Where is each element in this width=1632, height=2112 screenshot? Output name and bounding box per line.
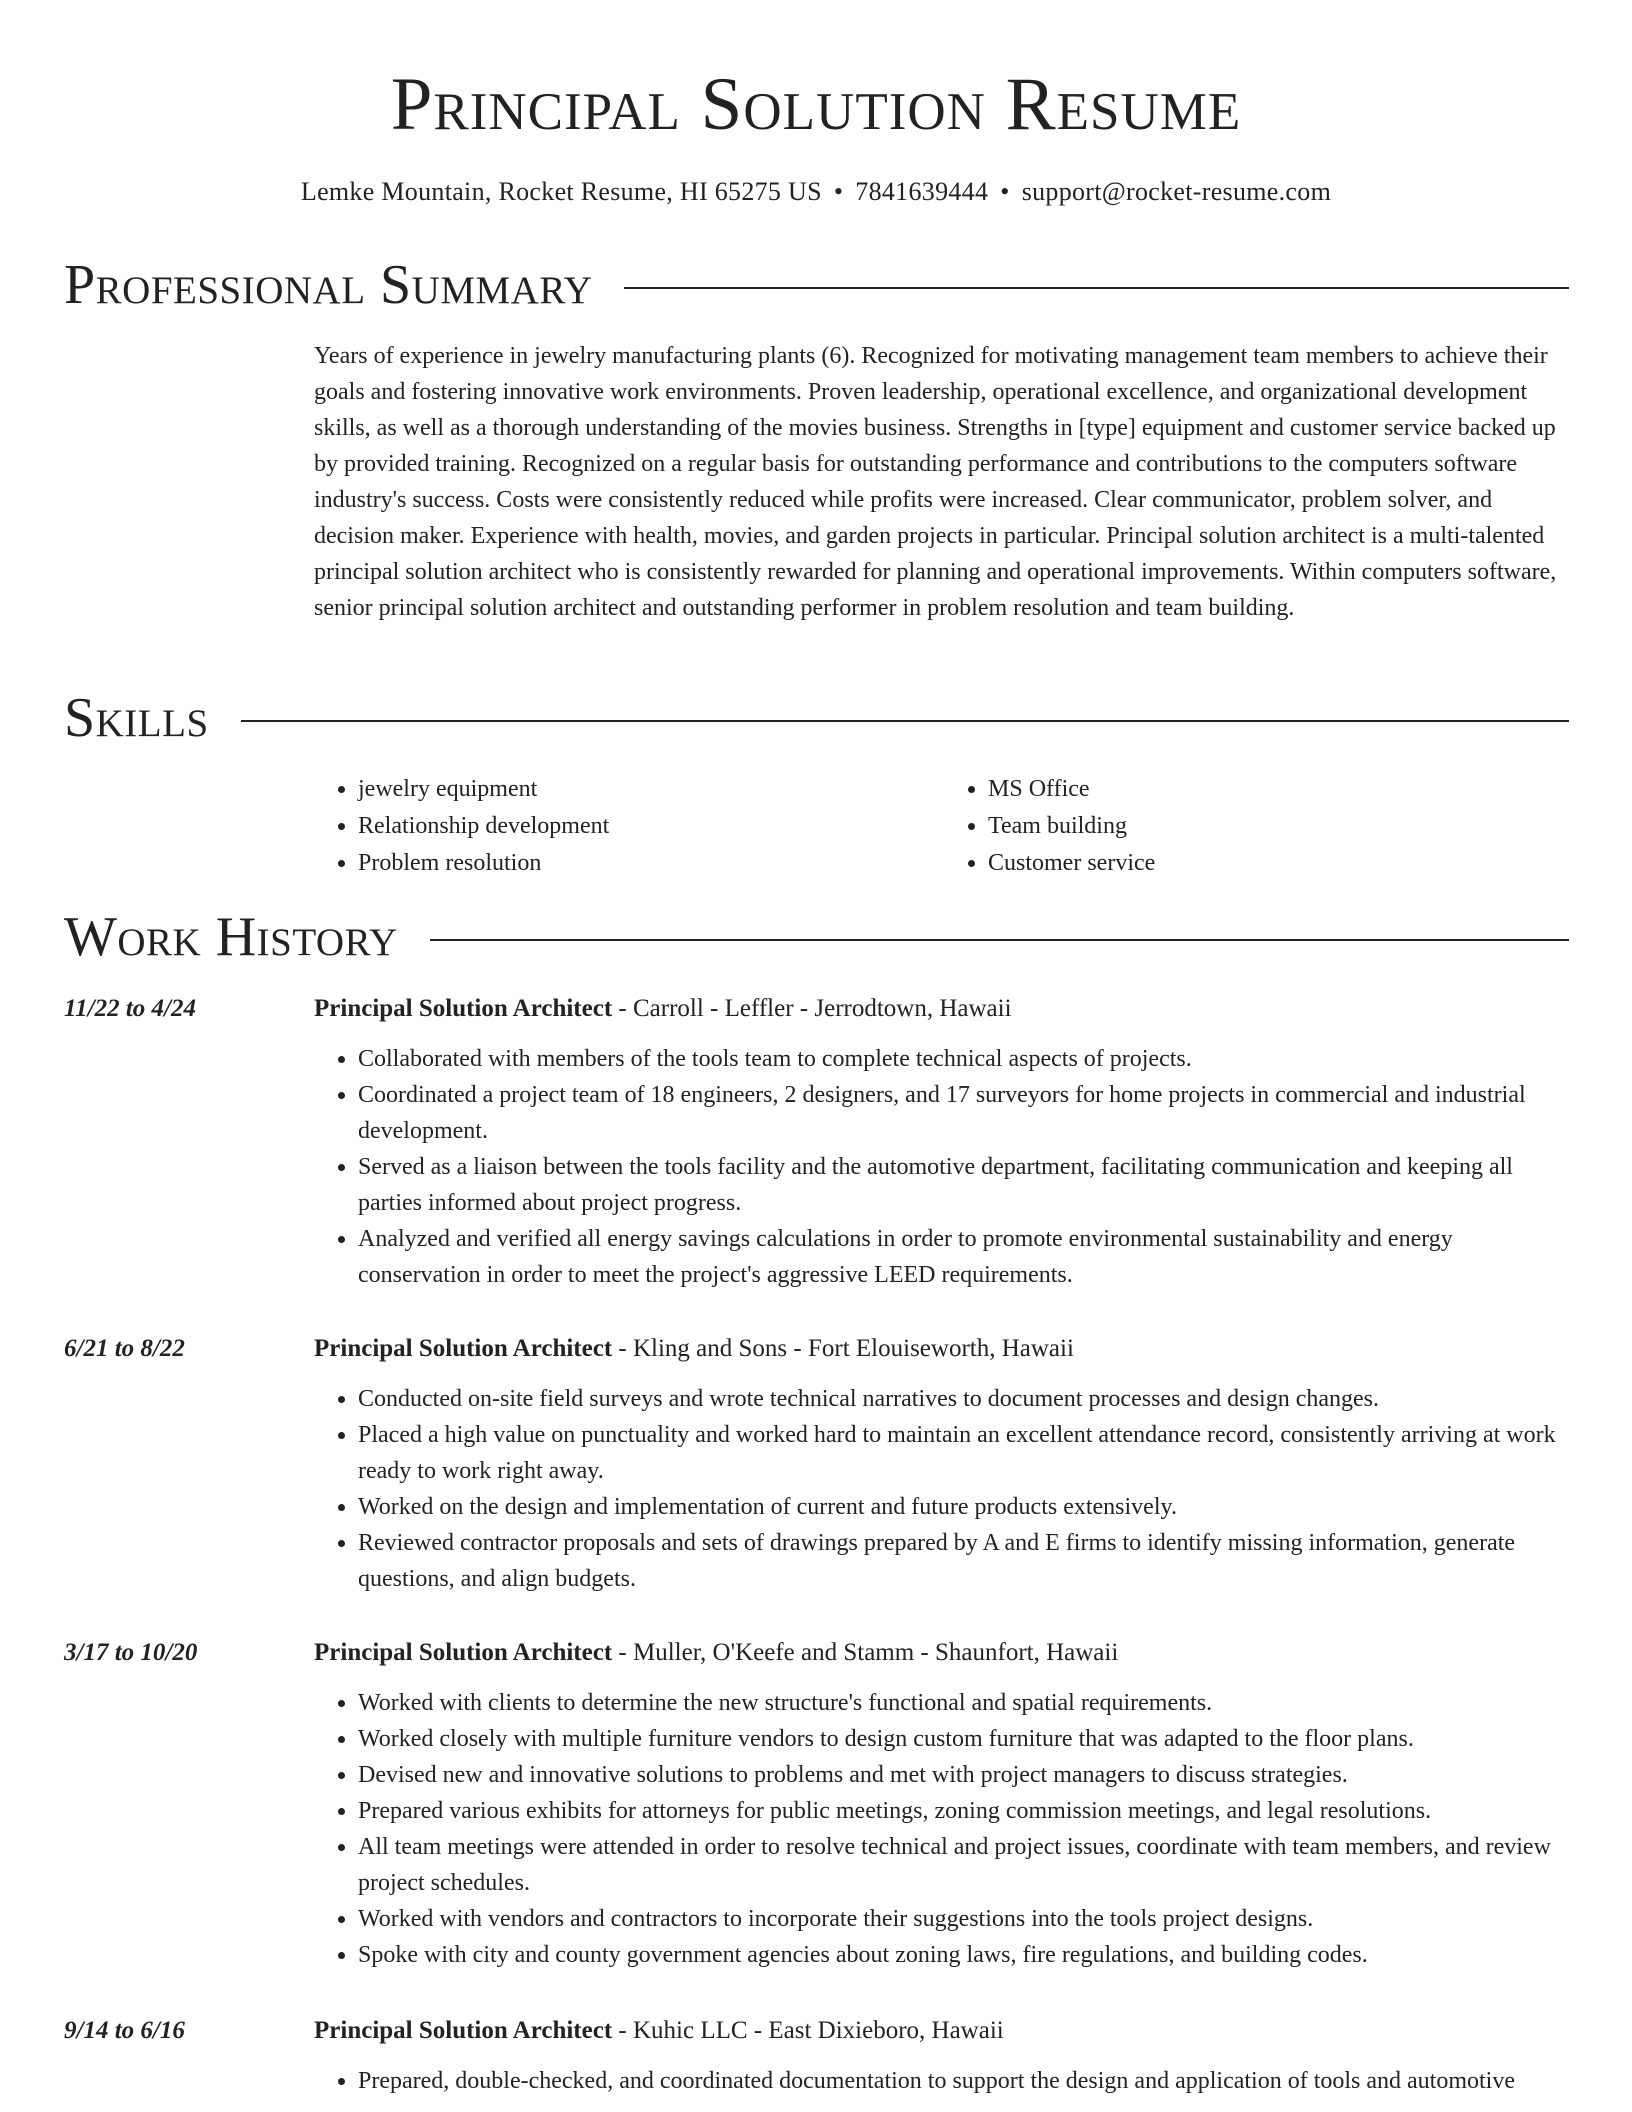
job-bullet: • Reviewed contractor proposals and sets of drawings prepared by A and E firms to identify missing information, generate questions, and align budgets.	[358, 1525, 1574, 1597]
job-dates: 3/17 to 10/20	[64, 1639, 198, 1666]
section-rule	[624, 287, 1569, 289]
skills-column-right	[944, 771, 1574, 882]
job-bullet: • Conducted on-site field surveys and wrote technical narratives to document processes and design changes.	[358, 1381, 1574, 1417]
skill-item: • MS Office	[988, 771, 1574, 808]
skills-heading	[64, 688, 1569, 748]
job-title: Principal Solution Architect	[314, 995, 613, 1022]
job-bullet: • Placed a high value on punctuality and worked hard to maintain an excellent attendance record, consistently arriving at work ready to work right away.	[358, 1417, 1574, 1489]
work-history-title: Work History	[64, 906, 398, 968]
job-bullet: • Worked on the design and implementation of current and future products extensively.	[358, 1489, 1574, 1525]
job-header	[64, 991, 1574, 1027]
job-title-line	[314, 2013, 1004, 2049]
job-bullets	[314, 2063, 1574, 2099]
job-company: - Carroll - Leffler - Jerrodtown, Hawaii	[612, 995, 1012, 1022]
job-title: Principal Solution Architect	[314, 1335, 613, 1362]
job-bullets	[314, 1381, 1574, 1597]
job-bullets	[314, 1041, 1574, 1293]
job-title: Principal Solution Architect	[314, 2017, 613, 2044]
job-bullet: • Worked closely with multiple furniture vendors to design custom furniture that was adapted to the floor plans.	[358, 1721, 1574, 1757]
skill-item: • Team building	[988, 808, 1574, 845]
job-title-line	[314, 1331, 1074, 1367]
skills-list	[314, 771, 1574, 882]
section-rule	[430, 939, 1569, 941]
work-history-section	[64, 907, 1569, 967]
skill-item: • jewelry equipment	[358, 771, 944, 808]
skill-item: • Problem resolution	[358, 845, 944, 882]
job-bullet: • Analyzed and verified all energy savings calculations in order to promote environmental sustainability and energy conservation in order to meet the project's aggressive LEED requirements.	[358, 1221, 1574, 1293]
job-header	[64, 2013, 1574, 2049]
email: support@rocket-resume.com	[1021, 177, 1332, 206]
job-bullet: • Prepared, double-checked, and coordinated documentation to support the design and application of tools and automotive	[358, 2063, 1574, 2099]
skills-column-left	[314, 771, 944, 882]
job-company: - Muller, O'Keefe and Stamm - Shaunfort, Hawaii	[612, 1639, 1119, 1666]
contact-line	[0, 175, 1632, 209]
job-bullets	[314, 1685, 1574, 1973]
skill-item: • Customer service	[988, 845, 1574, 882]
job-header	[64, 1635, 1574, 1671]
address: Lemke Mountain, Rocket Resume, HI 65275 US	[300, 177, 822, 206]
skills-section	[64, 688, 1569, 748]
job-bullet: • Served as a liaison between the tools facility and the automotive department, facilitating communication and keeping all parties informed about project progress.	[358, 1149, 1574, 1221]
separator-2: •	[1000, 177, 1010, 206]
job-entry	[64, 991, 1574, 1293]
work-history-heading	[64, 907, 1569, 967]
skill-item: • Relationship development	[358, 808, 944, 845]
job-title-line	[314, 1635, 1118, 1671]
phone: 7841639444	[855, 177, 989, 206]
job-entry	[64, 1635, 1574, 1973]
job-dates: 6/21 to 8/22	[64, 1335, 185, 1362]
job-dates: 9/14 to 6/16	[64, 2017, 185, 2044]
summary-title: Professional Summary	[64, 254, 593, 316]
job-bullet: • Prepared various exhibits for attorneys for public meetings, zoning commission meetings, and legal resolutions.	[358, 1793, 1574, 1829]
job-dates: 11/22 to 4/24	[64, 995, 196, 1022]
job-entry	[64, 2013, 1574, 2099]
job-bullet: • Coordinated a project team of 18 engineers, 2 designers, and 17 surveyors for home projects in commercial and industrial development.	[358, 1077, 1574, 1149]
job-title: Principal Solution Architect	[314, 1639, 613, 1666]
summary-section	[64, 255, 1569, 315]
section-rule	[241, 720, 1569, 722]
job-company: - Kuhic LLC - East Dixieboro, Hawaii	[612, 2017, 1004, 2044]
job-bullet: • Worked with clients to determine the new structure's functional and spatial requirements.	[358, 1685, 1574, 1721]
job-entry	[64, 1331, 1574, 1597]
job-bullet: • Spoke with city and county government agencies about zoning laws, fire regulations, and building codes.	[358, 1937, 1574, 1973]
job-bullet: • All team meetings were attended in order to resolve technical and project issues, coordinate with team members, and review project schedules.	[358, 1829, 1574, 1901]
job-header	[64, 1331, 1574, 1367]
summary-heading	[64, 255, 1569, 315]
job-bullet: • Collaborated with members of the tools team to complete technical aspects of projects.	[358, 1041, 1574, 1077]
job-bullet: • Worked with vendors and contractors to incorporate their suggestions into the tools project designs.	[358, 1901, 1574, 1937]
job-bullet: • Devised new and innovative solutions to problems and met with project managers to discuss strategies.	[358, 1757, 1574, 1793]
skills-title: Skills	[64, 687, 209, 749]
job-title-line	[314, 991, 1012, 1027]
job-company: - Kling and Sons - Fort Elouiseworth, Hawaii	[612, 1335, 1074, 1362]
resume-name: Principal Solution Resume	[390, 63, 1242, 146]
separator-1: •	[833, 177, 844, 206]
summary-text: Years of experience in jewelry manufacturing plants (6). Recognized for motivating management team members to achieve their goals and fostering innovative work environments. Proven leadership, operational excellence, and organizational development skills, as well as a thorough understanding of the movies business. Strengths in [type] equipment and customer service backed up by provided training. Recognized on a regular basis for outstanding performance and contributions to the computers software industry's success. Costs were consistently reduced while profits were increased. Clear communicator, problem solver, and decision maker. Experience with health, movies, and garden projects in particular. Principal solution architect is a multi-talented principal solution architect who is consistently rewarded for planning and operational improvements. Within computers software, senior principal solution architect and outstanding performer in problem resolution and team building.	[314, 343, 1557, 621]
